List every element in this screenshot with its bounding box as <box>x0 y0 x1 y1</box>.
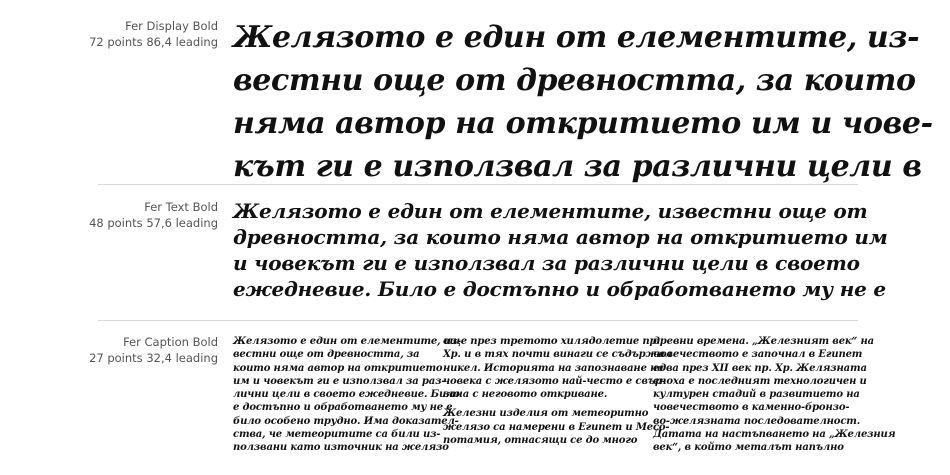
font-spec: 48 points 57,6 leading <box>89 216 218 230</box>
sample-line: ежедневие. Било е достъпно и обработването му не е <box>233 277 886 301</box>
column-line: Железни изделия от метеоритно <box>443 408 649 420</box>
column-line: им и човекът ги е използвал за раз- <box>233 375 446 387</box>
column-line: човека с желязото най-често е свър- <box>443 375 666 387</box>
column-line: едва през XII век пр. Хр. Желязната <box>653 362 867 374</box>
font-spec: 27 points 32,4 leading <box>89 351 218 365</box>
column-line: Датата на настъпването на „Железния <box>653 429 896 441</box>
column-line: древни времена. „Железният век“ на <box>653 336 874 347</box>
specimen-label-caption <box>89 334 218 366</box>
font-name: Fer Display Bold <box>125 19 218 33</box>
column-line: които няма автор на откритието <box>233 362 443 374</box>
column-line: лични цели в своето ежедневие. Било <box>233 389 460 401</box>
font-name: Fer Text Bold <box>144 200 218 214</box>
column-line: ства, че метеоритите са били из- <box>233 429 441 441</box>
caption-column-2 <box>443 335 672 447</box>
font-spec: 72 points 86,4 leading <box>89 35 218 49</box>
sample-line: вестни още от древността, за които <box>233 63 916 98</box>
font-name: Fer Caption Bold <box>123 335 218 349</box>
column-line: желязо са намерени в Египет и Месо- <box>443 421 670 433</box>
column-line: човечеството в каменно-бронзо- <box>653 402 850 414</box>
sample-line: Желязото е един от елементите, известни още от <box>233 199 868 223</box>
column-line: човечеството е започнал в Египет <box>653 349 863 361</box>
column-line: никел. Историята на запознаване на <box>443 362 664 374</box>
text-sample-text <box>233 198 888 302</box>
sample-line: древността, за които няма автор на откритието им <box>233 225 888 249</box>
caption-column-3 <box>653 335 896 455</box>
specimen-label-display <box>89 18 218 50</box>
column-line: още през третото хилядолетие пр. <box>443 336 660 347</box>
display-sample-text <box>233 16 933 188</box>
column-line: во-желязната последователност. <box>653 415 861 427</box>
column-line: епоха е последният технологичен и <box>653 375 867 387</box>
sample-line: и човекът ги е използвал за различни цели в своето <box>233 251 860 275</box>
column-line: е достъпно и обработването му не е <box>233 402 453 414</box>
sample-line: няма автор на откритието им и чове- <box>233 106 933 141</box>
column-line: потамия, отнасящи се до много <box>443 435 638 447</box>
specimen-label-text <box>89 199 218 231</box>
divider <box>98 184 858 185</box>
column-line: било особено трудно. Има доказател- <box>233 415 459 427</box>
column-line: вестни още от древността, за <box>233 349 420 361</box>
sample-line: кът ги е използвал за различни цели в <box>233 149 922 184</box>
column-line: зана с неговото откриване. <box>443 389 608 401</box>
divider <box>98 320 858 321</box>
column-line: Хр. и в тях почти винаги се съдържал <box>443 349 672 361</box>
sample-line: Желязото е един от елементите, из- <box>233 20 920 55</box>
column-line: културен стадий в развитието на <box>653 389 860 401</box>
column-line: ползвани като източник на желязо <box>233 442 449 454</box>
column-line: век“, в който металът напълно <box>653 442 844 454</box>
column-line: Желязото е един от елементите, из- <box>233 336 462 347</box>
caption-column-1 <box>233 335 462 455</box>
